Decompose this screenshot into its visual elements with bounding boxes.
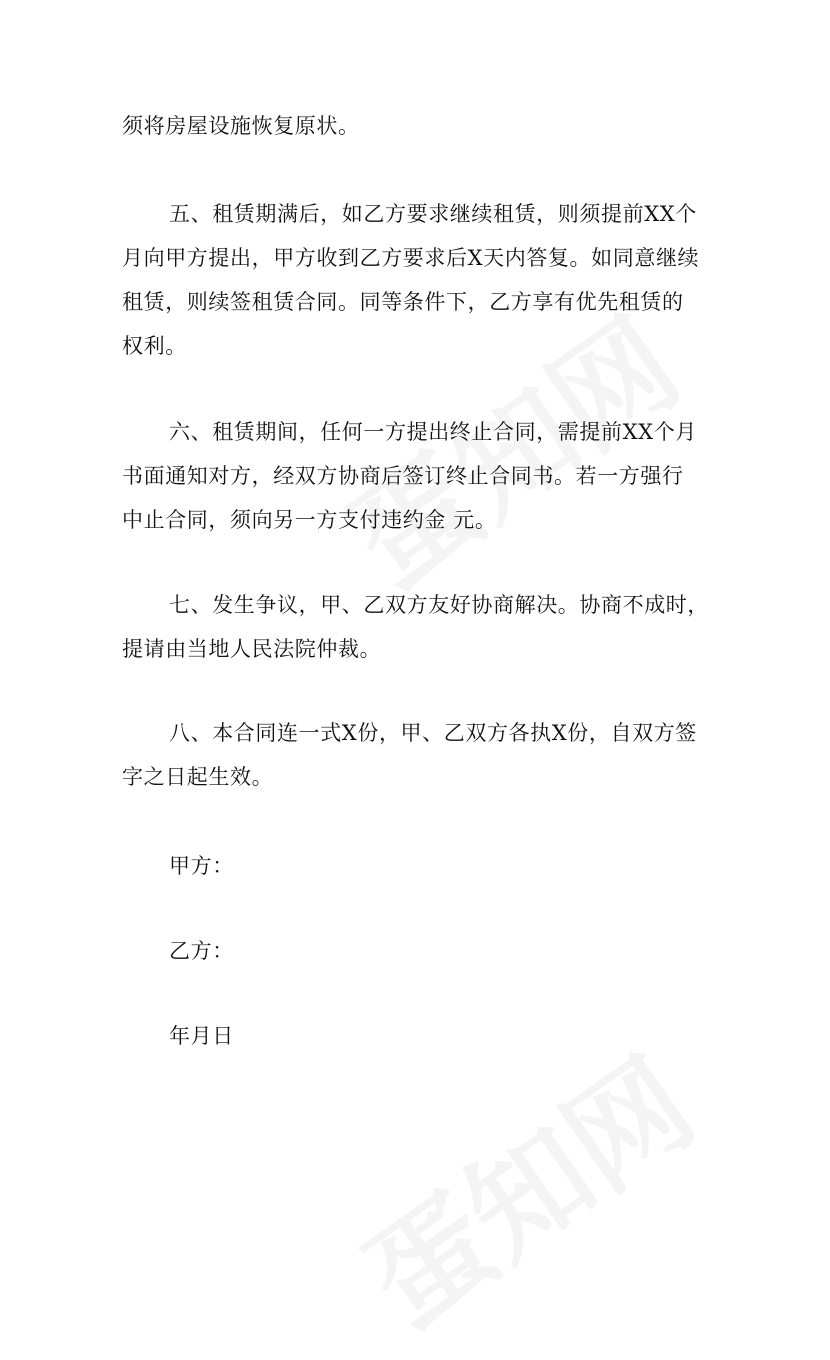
text-line: 中止合同，须向另一方支付违约金 元。 [122,508,497,532]
party-b-label: 乙方： [169,939,234,963]
text-line: 六、租赁期间，任何一方提出终止合同，需提前XX个月 [169,420,697,444]
text-line: 租赁，则续签租赁合同。同等条件下，乙方享有优先租赁的 [122,290,684,314]
clause-5 [122,192,712,368]
clause-8 [122,711,712,799]
text-line: 须将房屋设施恢复原状。 [122,114,360,138]
text-line: 书面通知对方，经双方协商后签订终止合同书。若一方强行 [122,464,684,488]
text-line: 字之日起生效。 [122,765,274,789]
text-line: 月向甲方提出，甲方收到乙方要求后X天内答复。如同意继续 [122,246,700,270]
text-line: 五、租赁期满后，如乙方要求继续租赁，则须提前XX个 [169,202,697,226]
text-line: 八、本合同连一式X份，甲、乙双方各执X份，自双方签 [169,721,697,745]
party-a-label: 甲方： [169,854,234,878]
text-line: 七、发生争议，甲、乙双方友好协商解决。协商不成时， [169,593,709,617]
date-label: 年月日 [169,1024,234,1048]
text-line: 权利。 [122,334,187,358]
paragraph-continuation [122,104,712,148]
watermark [328,1012,722,1359]
clause-6 [122,410,712,542]
text-line: 提请由当地人民法院仲裁。 [122,637,382,661]
clause-7 [122,583,712,671]
